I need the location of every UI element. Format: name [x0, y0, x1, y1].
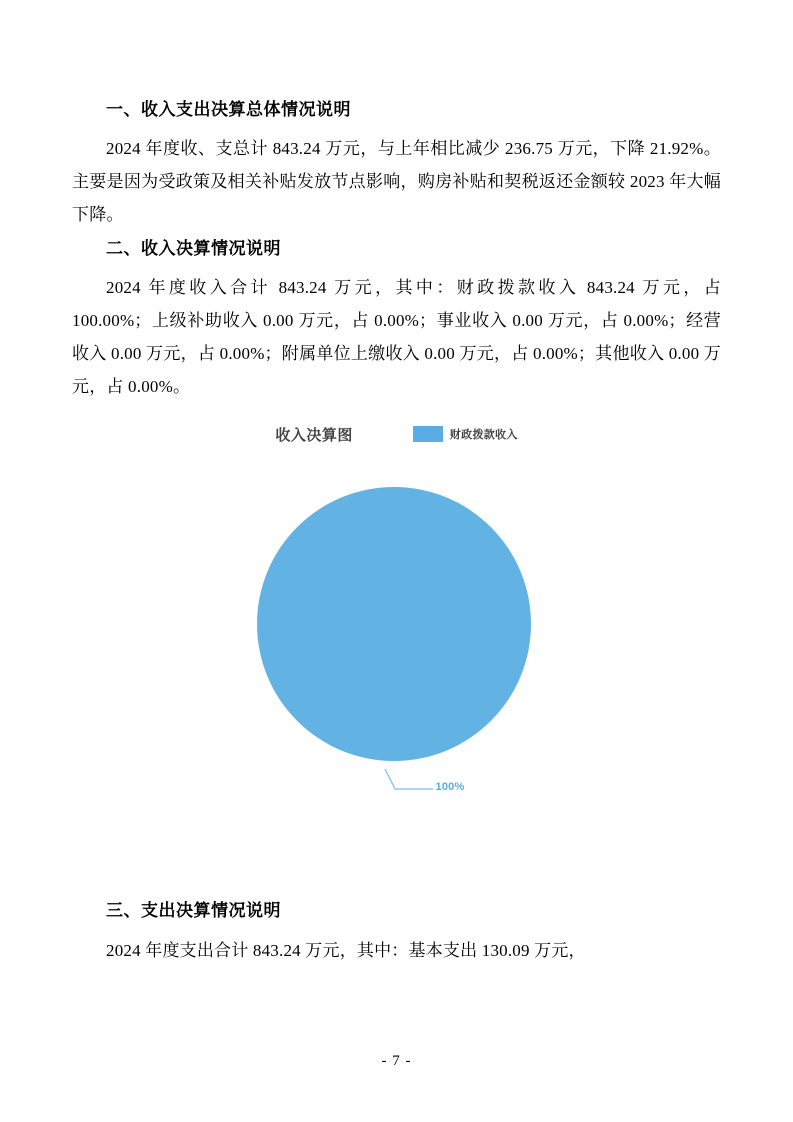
chart-title: 收入决算图: [275, 426, 353, 444]
legend-swatch-icon: [413, 426, 443, 442]
chart-header: [72, 421, 721, 447]
section-heading-3: 三、支出决算情况说明: [106, 901, 281, 921]
legend-item-label: 财政拨款收入: [449, 429, 518, 442]
section-paragraph-2: 2024 年度收入合计 843.24 万元，其中：财政拨款收入 843.24 万元，占 100.00%；上级补助收入 0.00 万元，占 0.00%；事业收入 0.00 万元，占 0.00%；经营收入 0.00 万元，占 0.00%；附属单位上缴收入 0.00 万元，占 0.00%；其他收入 0.00 万元，占 0.00%。: [72, 278, 721, 397]
pie-data-label: 100%: [435, 781, 465, 794]
pie-slice-1: [257, 487, 531, 761]
section-paragraph-1: 2024 年度收、支总计 843.24 万元，与上年相比减少 236.75 万元，下降 21.92%。主要是因为受政策及相关补贴发放节点影响，购房补贴和契税返还金额较 2023 年大幅下降。: [72, 139, 721, 225]
section-heading-2: 二、收入决算情况说明: [106, 239, 281, 259]
page-number: - 7 -: [381, 1053, 412, 1069]
pie-area: [257, 487, 537, 794]
layout-spacer: [72, 851, 721, 897]
income-pie-chart: [72, 421, 721, 851]
section-heading-1: 一、收入支出决算总体情况说明: [106, 100, 351, 119]
section-paragraph-3: 2024 年度支出合计 843.24 万元，其中：基本支出 130.09 万元，: [106, 940, 586, 960]
chart-legend: [413, 426, 518, 442]
pie-data-label-callout: [383, 767, 503, 801]
